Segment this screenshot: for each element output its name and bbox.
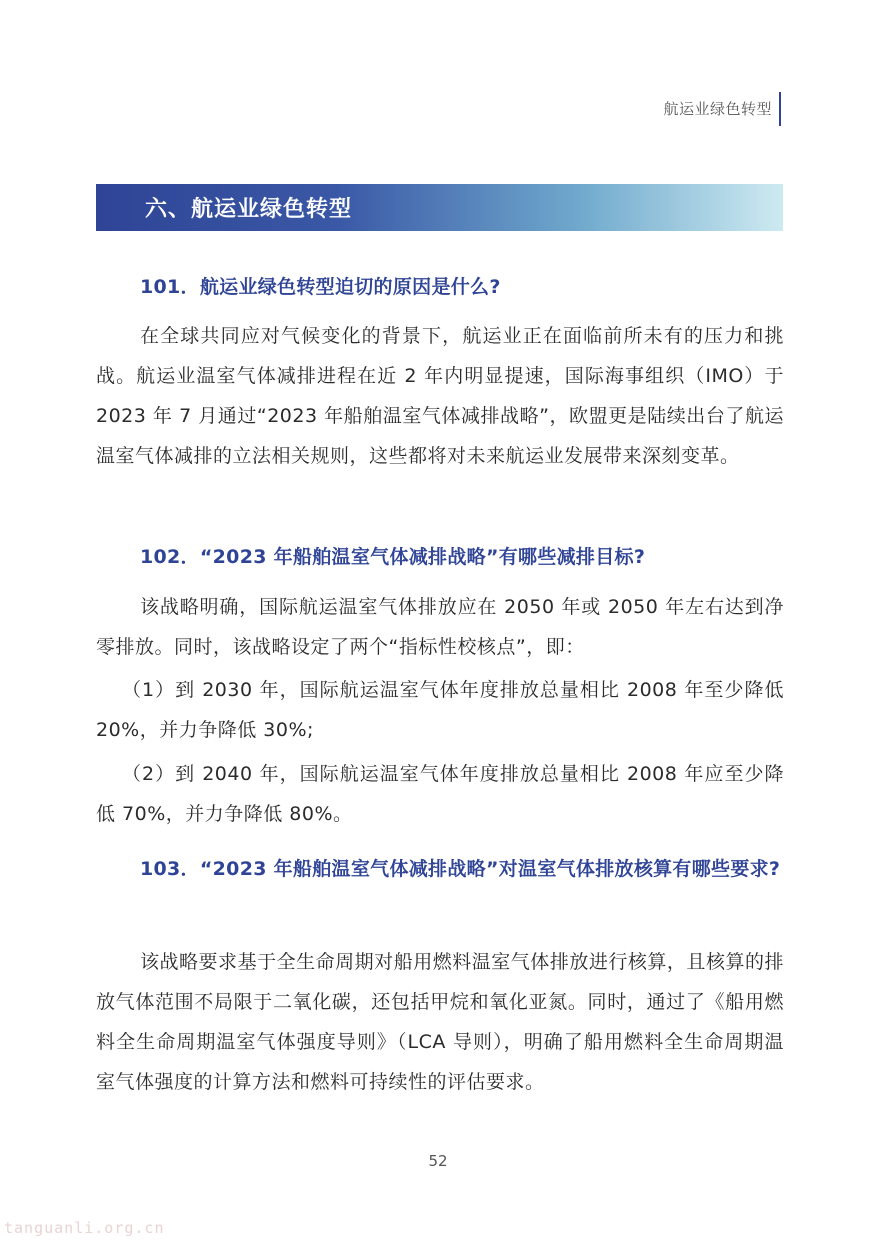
answer-103: 该战略要求基于全生命周期对船用燃料温室气体排放进行核算，且核算的排放气体范围不局限于二氧化碳，还包括甲烷和氧化亚氮。同时，通过了《船用燃料全生命周期温室气体强度导则》（LCA 导则），明确了船用燃料全生命周期温室气体强度的计算方法和燃料可持续性的评估要求。 [96, 951, 784, 1093]
answer-102-intro: 该战略明确，国际航运温室气体排放应在 2050 年或 2050 年左右达到净零排放。同时，该战略设定了两个“指标性校核点”，即： [96, 596, 784, 658]
running-header-title: 航运业绿色转型 [663, 100, 772, 118]
page-number: 52 [428, 1152, 448, 1170]
question-103: 103．“2023 年船舶温室气体减排战略”对温室气体排放核算有哪些要求? [140, 858, 781, 880]
section-title: 六、航运业绿色转型 [145, 197, 353, 222]
question-102: 102．“2023 年船舶温室气体减排战略”有哪些减排目标? [140, 546, 646, 568]
running-header-divider [779, 92, 781, 126]
answer-101: 在全球共同应对气候变化的背景下，航运业正在面临前所未有的压力和挑战。航运业温室气体减排进程在近 2 年内明显提速，国际海事组织（IMO）于 2023 年 7 月通过“2023 年船舶温室气体减排战略”，欧盟更是陆续出台了航运温室气体减排的立法相关规则，这些都将对未来航运业发展带来深刻变革。 [96, 325, 784, 467]
answer-102-point-1: （1）到 2030 年，国际航运温室气体年度排放总量相比 2008 年至少降低 20%，并力争降低 30%; [96, 679, 784, 741]
question-101: 101．航运业绿色转型迫切的原因是什么? [140, 276, 501, 298]
answer-102-point-2: （2）到 2040 年，国际航运温室气体年度排放总量相比 2008 年应至少降低 70%，并力争降低 80%。 [96, 763, 784, 825]
section-banner [96, 184, 783, 231]
watermark: tanguanli.org.cn [4, 1219, 165, 1237]
